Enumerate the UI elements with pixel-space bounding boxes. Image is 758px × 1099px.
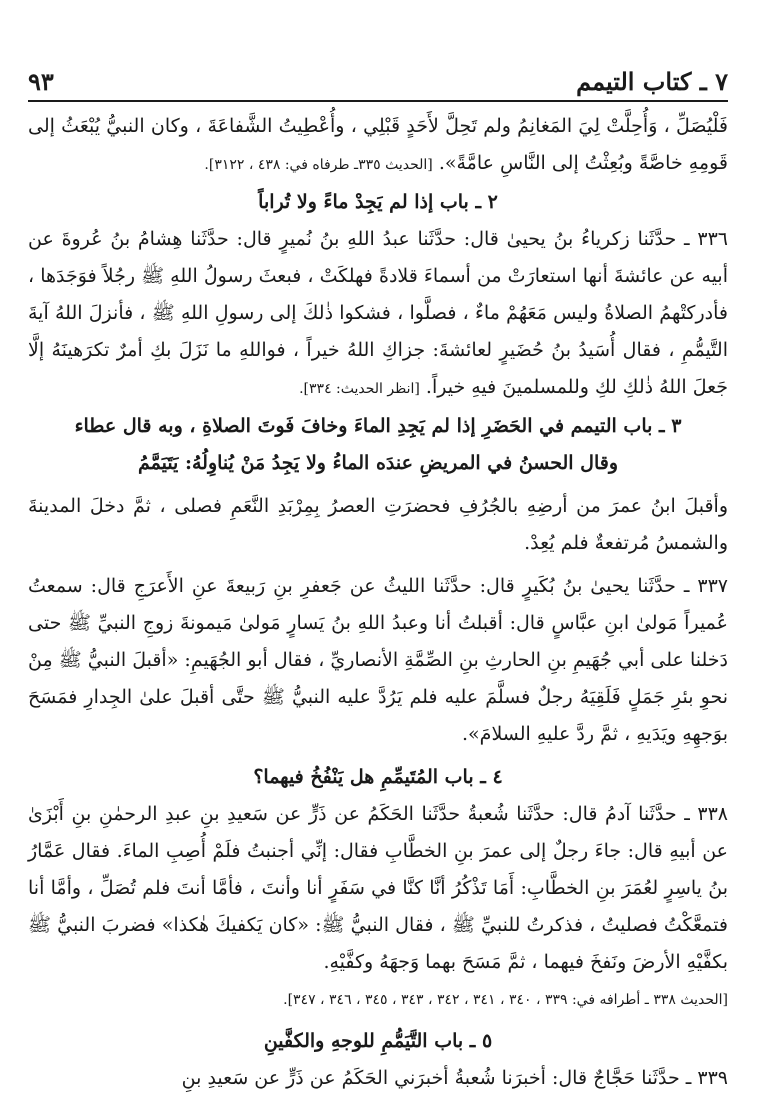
section-heading-2: ٢ ـ باب إذا لم يَجِدْ ماءً ولا تُراباً [258, 191, 498, 213]
chapter-title: ٧ ـ كتاب التيمم [576, 67, 728, 96]
hadith-note: [انظر الحديث: ٣٣٤]. [299, 381, 420, 397]
paragraph-continuation [28, 108, 728, 184]
hadith-338: ٣٣٨ ـ حدَّثَنا آدمُ قال: حدَّثَنا شُعبةُ حدَّثَنا الحَكَمُ عن ذَرٍّ عن سَعيدِ بنِ عبدِ الرحمٰنِ بنِ أَبْزَىٰ عن أبيهِ قال: جاءَ رجلٌ إلى عمرَ بنِ الخطَّابِ فقال: إنِّي أجنبتُ فلَمْ أُصِبِ الماءَ. فقال عَمَّارُ بنُ ياسِرٍ لعُمَرَ بنِ الخطَّابِ: أَمَا تَذْكُرُ أنَّا كنَّا في سَفَرٍ أنا وأنتَ ، فأمَّا أنتَ فلم تُصَلِّ ، وأمَّا أنا فتمعَّكْتُ فصليتُ ، فذكرتُ للنبيِّ ﷺ ، فقال النبيُّ ﷺ: «كان يَكفيكَ هٰكذا» فضربَ النبيُّ ﷺ بكفَّيْهِ الأرضَ ونَفخَ فيهما ، ثمَّ مَسَحَ بهما وَجهَهُ وكفَّيْهِ. [28, 803, 728, 973]
page-content [28, 108, 728, 1097]
hadith-337: ٣٣٧ ـ حدَّثَنا يحيىٰ بنُ بُكَيرٍ قال: حدَّثَنا الليثُ عن جَعفرِ بنِ رَبيعةَ عنِ الأَعرَجِ قال: سمعتُ عُميراً مَولىٰ ابنِ عبَّاسٍ قال: أقبلتُ أنا وعبدُ اللهِ بنُ يَسارٍ مَولىٰ مَيمونةَ زوجِ النبيِّ ﷺ حتى دَخلنا على أبي جُهَيمِ بنِ الحارثِ بنِ الصِّمَّةِ الأنصاريِّ ، فقال أبو الجُهَيمِ: «أقبلَ النبيُّ ﷺ مِنْ نحوِ بئرِ جَمَلٍ فَلَقِيَهُ رجلٌ فسلَّمَ عليه فلم يَرُدَّ عليه النبيُّ ﷺ حتَّى أقبلَ علىٰ الجِدارِ فمَسَحَ بوَجهِهِ ويَدَيهِ ، ثمَّ ردَّ عليهِ السلامَ». [28, 575, 728, 745]
page-number: ٩٣ [28, 67, 54, 96]
narration-ibn-umar: وأقبلَ ابنُ عمرَ من أرضِهِ بالجُرُفِ فحضرَتِ العصرُ بِمِرْبَدِ النَّعَمِ فصلى ، ثمَّ دخلَ المدينةَ والشمسُ مُرتفعةٌ فلم يُعِدْ. [28, 495, 728, 554]
hadith-text: ٣٣٦ ـ حدَّثَنا زكرياءُ بنُ يحيىٰ قال: حدَّثَنا عبدُ اللهِ بنُ نُميرٍ قال: حدَّثَنا هِشامُ بنُ عُروةَ عن أبيه عن عائشةَ أنها استعارَتْ من أسماءَ قلادةً فهلكَتْ ، فبعثَ رسولُ اللهِ ﷺ رجُلاً فوَجَدَها ، فأدركتْهمُ الصلاةُ وليس مَعَهُمْ ماءٌ ، فصلَّوا ، فشكوا ذٰلكَ إلى رسولِ اللهِ ﷺ ، فأنزلَ اللهُ آيةَ التَّيمُّمِ ، فقال أُسَيدُ بنُ حُضَيرٍ لعائشةَ: جزاكِ اللهُ خيراً ، فواللهِ ما نَزَلَ بكِ أمرٌ تكرَهينَهُ إلَّا جَعلَ اللهُ ذٰلكِ لكِ وللمسلمينَ فيهِ خيراً. [28, 228, 728, 398]
hadith-339: ٣٣٩ ـ حدَّثَنا حَجَّاجٌ قال: أخبرَنا شُعبةُ أخبرَني الحَكَمُ عن ذَرٍّ عن سَعيدِ بنِ [181, 1067, 728, 1089]
hadith-note: [الحديث ٣٣٥ـ طرفاه في: ٤٣٨ ، ٣١٢٢]. [204, 157, 433, 173]
section-heading-5: ٥ ـ باب التَّيَمُّمِ للوجهِ والكفَّينِ [263, 1030, 493, 1052]
hadith-336 [28, 221, 728, 408]
section-heading-3-line2: وقال الحسنُ في المريضِ عندَه الماءُ ولا يَجِدُ مَنْ يُناوِلُهُ: يَتَيَمَّمُ [137, 452, 619, 474]
section-heading-4: ٤ ـ باب المُتَيمِّمِ هل يَنْفُخُ فيهما؟ [253, 766, 503, 788]
hadith-338-note: [الحديث ٣٣٨ ـ أطرافه في: ٣٣٩ ، ٣٤٠ ، ٣٤١ ، ٣٤٢ ، ٣٤٣ ، ٣٤٥ ، ٣٤٦ ، ٣٤٧]. [283, 992, 728, 1008]
hadith-text: فَلْيُصَلِّ ، وَأُحِلَّتْ لِيَ المَغانِمُ ولم تَحِلَّ لأَحَدٍ قَبْلِي ، وأُعْطِيتُ الشَّفاعَةَ ، وكان النبيُّ يُبْعَثُ إلى قَومِهِ خاصَّةً وبُعِثْتُ إلى النَّاسِ عامَّةً». [28, 115, 728, 174]
running-head [28, 56, 728, 102]
section-heading-3-line1: ٣ ـ باب التيمم في الحَضَرِ إذا لم يَجِدِ الماءَ وخافَ فَوتَ الصلاةِ ، وبه قال عطاء [74, 415, 682, 437]
